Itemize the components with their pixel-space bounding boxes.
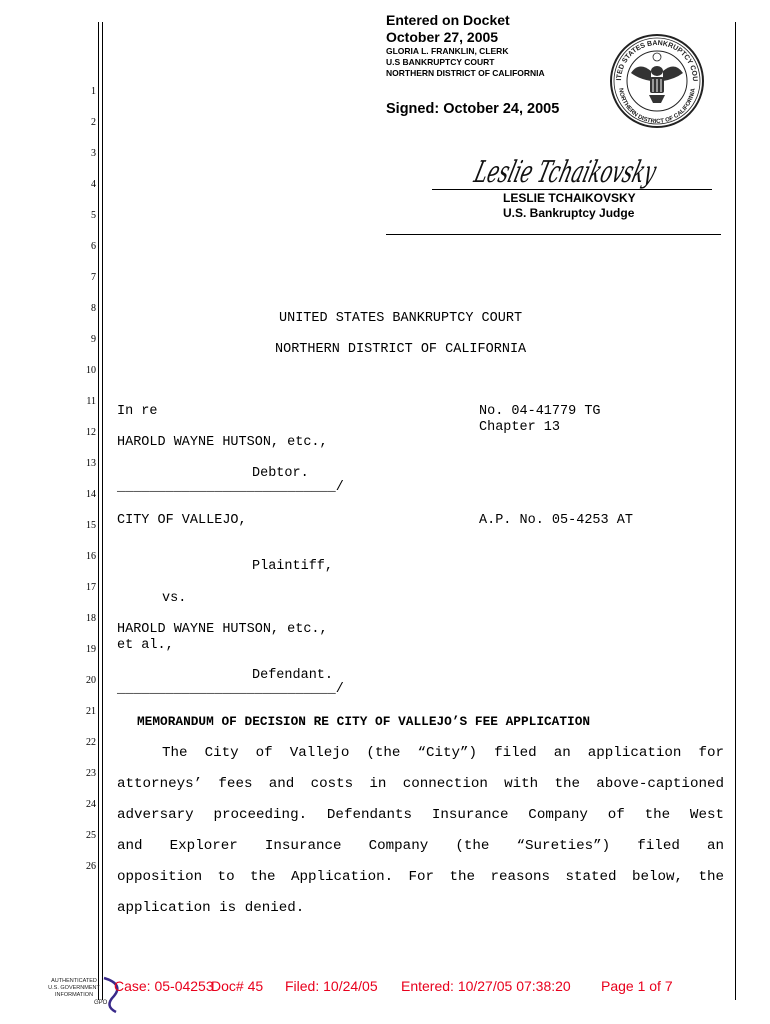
line-number: 25 <box>86 830 96 841</box>
memorandum-title: MEMORANDUM OF DECISION RE CITY OF VALLEJO’S FEE APPLICATION <box>137 714 591 729</box>
seal-icon <box>609 33 705 129</box>
svg-text:AUTHENTICATED: AUTHENTICATED <box>51 978 97 984</box>
clerk-court: U.S BANKRUPTCY COURT <box>386 57 495 67</box>
body-line: opposition to the Application. For the reasons stated below, the <box>117 869 724 885</box>
court-district: NORTHERN DISTRICT OF CALIFORNIA <box>275 342 527 357</box>
line-number: 18 <box>86 613 96 624</box>
line-number: 7 <box>91 272 96 283</box>
plaintiff-name: CITY OF VALLEJO, <box>117 513 247 528</box>
clerk-district: NORTHERN DISTRICT OF CALIFORNIA <box>386 68 545 78</box>
judge-name: LESLIE TCHAIKOVSKY <box>503 191 636 205</box>
line-number: 14 <box>86 489 96 500</box>
footer-document-number: Doc# 45 <box>211 978 264 994</box>
signed-date: Signed: October 24, 2005 <box>386 101 560 117</box>
footer-entered-date: Entered: 10/27/05 07:38:20 <box>401 978 571 994</box>
line-number: 15 <box>86 520 96 531</box>
right-margin-rule <box>735 22 736 1000</box>
svg-text:NORTHERN DISTRICT OF CALIFORNI: NORTHERN DISTRICT OF CALIFORNIA <box>617 87 697 126</box>
defendant-label: Defendant. <box>252 668 334 683</box>
footer-case-number: Case: 05-04253 <box>114 978 214 994</box>
svg-text:INFORMATION: INFORMATION <box>54 992 94 998</box>
body-line: adversary proceeding. Defendants Insurance Company of the West <box>117 807 724 823</box>
line-number: 1 <box>91 86 96 97</box>
line-number: 24 <box>86 799 96 810</box>
line-number: 19 <box>86 644 96 655</box>
line-number: 12 <box>86 427 96 438</box>
entered-on-docket-label: Entered on Docket <box>386 12 510 28</box>
line-number: 13 <box>86 458 96 469</box>
clerk-name: GLORIA L. FRANKLIN, CLERK <box>386 46 509 56</box>
line-number: 20 <box>86 675 96 686</box>
plaintiff-label: Plaintiff, <box>252 559 334 574</box>
line-number: 26 <box>86 861 96 872</box>
body-line: attorneys’ fees and costs in connection with the above-captioned <box>117 776 724 792</box>
line-number: 22 <box>86 737 96 748</box>
body-line: The City of Vallejo (the “City”) filed an application for <box>162 745 724 761</box>
line-number: 6 <box>91 241 96 252</box>
footer-filed-date: Filed: 10/24/05 <box>285 978 378 994</box>
court-seal <box>609 33 705 129</box>
defendant-name-continued: et al., <box>117 638 174 653</box>
debtor-name: HAROLD WAYNE HUTSON, etc., <box>117 435 328 450</box>
line-number: 3 <box>91 148 96 159</box>
versus: vs. <box>162 591 187 606</box>
chapter: Chapter 13 <box>479 420 561 435</box>
defendant-name: HAROLD WAYNE HUTSON, etc., <box>117 622 328 637</box>
svg-text:Leslie Tchaikovsky: Leslie Tchaikovsky <box>470 155 765 190</box>
line-number: 16 <box>86 551 96 562</box>
body-line: and Explorer Insurance Company (the “Sureties”) filed an <box>117 838 724 854</box>
left-margin-rule-2 <box>102 22 103 1000</box>
footer-page-number: Page 1 of 7 <box>601 978 673 994</box>
case-number: No. 04-41779 TG <box>479 404 601 419</box>
body-line: application is denied. <box>117 900 305 916</box>
debtor-label: Debtor. <box>252 466 309 481</box>
judge-title: U.S. Bankruptcy Judge <box>503 206 635 220</box>
court-name: UNITED STATES BANKRUPTCY COURT <box>279 311 523 326</box>
caption-rule-2: ___________________________/ <box>117 682 344 697</box>
line-number: 11 <box>86 396 96 407</box>
line-number: 23 <box>86 768 96 779</box>
left-margin-rule-1 <box>98 22 99 1000</box>
svg-text:UNITED STATES BANKRUPTCY COURT: ITED STATES BANKRUPTCY COU <box>615 39 699 82</box>
line-number: 4 <box>91 179 96 190</box>
adversary-proceeding-number: A.P. No. 05-4253 AT <box>479 513 633 528</box>
svg-text:GPO: GPO <box>94 1000 108 1006</box>
entered-date: October 27, 2005 <box>386 29 499 45</box>
judge-signature <box>470 140 765 195</box>
header-separator <box>386 234 721 235</box>
in-re: In re <box>117 404 158 419</box>
line-number: 2 <box>91 117 96 128</box>
line-number: 9 <box>91 334 96 345</box>
line-number: 17 <box>86 582 96 593</box>
signature-line <box>432 189 712 190</box>
caption-rule-1: ___________________________/ <box>117 480 344 495</box>
line-number: 21 <box>86 706 96 717</box>
svg-text:U.S. GOVERNMENT: U.S. GOVERNMENT <box>48 985 100 991</box>
line-number: 10 <box>86 365 96 376</box>
line-number: 8 <box>91 303 96 314</box>
line-number: 5 <box>91 210 96 221</box>
